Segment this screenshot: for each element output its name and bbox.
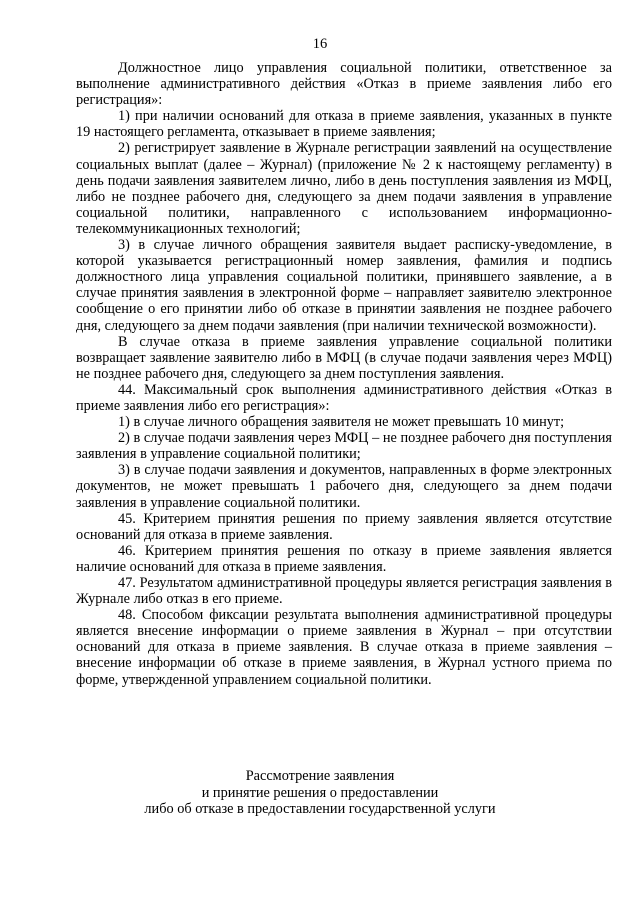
body-text [76, 60, 612, 688]
paragraph-item-1-refusal: 1) при наличии оснований для отказа в приеме заявления, указанных в пункте 19 настоящего регламента, отказывает в приеме заявления; [76, 108, 612, 141]
paragraph-48: 48. Способом фиксации результата выполнения административной процедуры является внесение информации о приеме заявления в Журнал – при отсутствии оснований для отказа в приеме заявления. В случае отказа в приеме заявления – внесение информации об отказе в приеме заявления, в Журнал устного приема по форме, утвержденной управлением социальной политики. [76, 607, 612, 688]
paragraph-47: 47. Результатом административной процедуры является регистрация заявления в Журнале либо отказ в его приеме. [76, 575, 612, 608]
paragraph-44-item-2: 2) в случае подачи заявления через МФЦ – не позднее рабочего дня поступления заявления в управление социальной политики; [76, 430, 612, 463]
paragraph-item-2-registration: 2) регистрирует заявление в Журнале регистрации заявлений на осуществление социальных выплат (далее – Журнал) (приложение № 2 к настоящему регламенту) в день подачи заявления заявителем лично, либо в день поступления заявления из МФЦ, либо не позднее рабочего дня, следующего за днем подачи заявления в управление социальной политики, направленного с использованием информационно-телекоммуникационных технологий; [76, 140, 612, 237]
paragraph-45: 45. Критерием принятия решения по приему заявления является отсутствие оснований для отказа в приеме заявления. [76, 510, 612, 543]
page-number: 16 [312, 36, 328, 52]
paragraph-item-3-receipt: 3) в случае личного обращения заявителя выдает расписку-уведомление, в которой указывается регистрационный номер заявления, фамилия и подпись должностного лица управления социальной политики, принявшего заявление, а в случае принятия заявления в электронной форме – направляет заявителю электронное сообщение о его принятии либо об отказе в принятии заявления не позднее рабочего дня, следующего за днем подачи заявления (при наличии технической возможности). [76, 237, 612, 334]
section-heading-line-2: и принятие решения о предоставлении [201, 784, 439, 801]
paragraph-46: 46. Критерием принятия решения по отказу в приеме заявления является наличие оснований для отказа в приеме заявления. [76, 542, 612, 575]
paragraph-44-item-3: 3) в случае подачи заявления и документов, направленных в форме электронных документов, не может превышать 1 рабочего дня, следующего за днем подачи заявления в управление социальной политики. [76, 462, 612, 511]
section-heading-line-1: Рассмотрение заявления [245, 768, 395, 784]
paragraph-44: 44. Максимальный срок выполнения административного действия «Отказ в приеме заявления либо его регистрация»: [76, 381, 612, 414]
section-heading [0, 768, 640, 818]
paragraph-refusal-return: В случае отказа в приеме заявления управление социальной политики возвращает заявление заявителю либо в МФЦ (в случае подачи заявления через МФЦ) не позднее рабочего дня, следующего за днем поступления заявления. [76, 333, 612, 382]
paragraph-44-item-1: 1) в случае личного обращения заявителя не может превышать 10 минут; [118, 414, 565, 431]
paragraph-intro: Должностное лицо управления социальной политики, ответственное за выполнение административного действия «Отказ в приеме заявления либо его регистрация»: [76, 60, 612, 109]
section-heading-line-3: либо об отказе в предоставлении государственной услуги [144, 801, 496, 817]
